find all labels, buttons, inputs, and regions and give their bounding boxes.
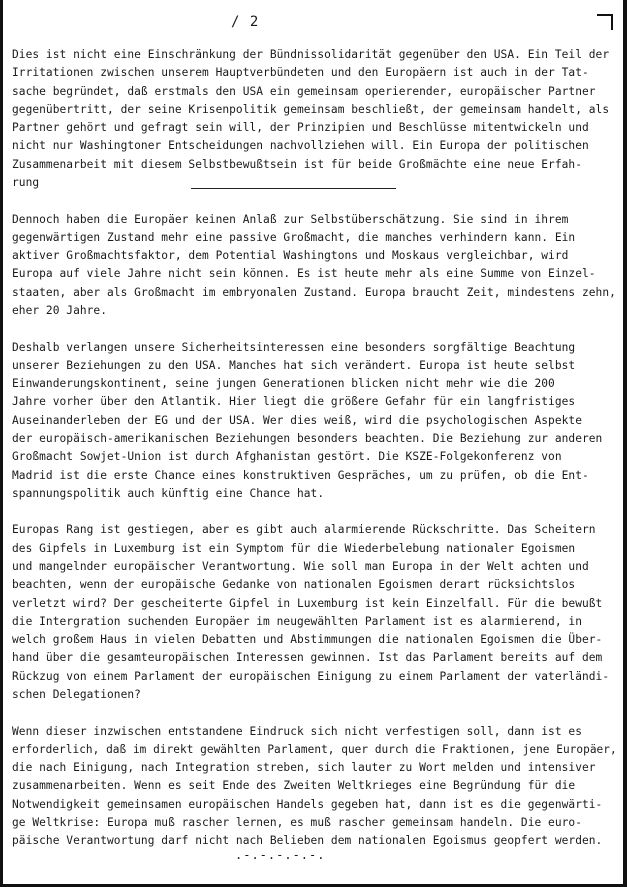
text-line: Großmacht Sowjet-Union ist durch Afghanistan gestört. Die KSZE-Folgekonferenz von (12, 450, 562, 464)
text-line: päische Verantwortung darf nicht nach Belieben dem nationalen Egoismus geopfert werden. (12, 834, 603, 848)
text-line: schen Delegationen? (12, 688, 141, 702)
text-line: sache begründet, daß erstmals den USA ein gemeinsam operierender, europäischer Partner (12, 84, 596, 98)
text-line: Partner gehört und gefragt sein will, der Prinzipien und Beschlüsse mitentwickeln und (12, 121, 589, 135)
text-line: Irritationen zwischen unserem Hauptverbündeten und den Europäern ist auch in der Tat- (12, 66, 589, 80)
document-body (12, 46, 617, 851)
end-mark: .-.-.-.-.-. (235, 848, 326, 862)
text-line: unserer Beziehungen zu den USA. Manches hat sich verändert. Europa ist heute selbst (12, 358, 576, 372)
text-line: rung (12, 176, 40, 190)
text-line: erforderlich, daß im direkt gewählten Parlament, quer durch die Fraktionen, jene Europäer, (12, 742, 617, 756)
text-line: Wenn dieser inzwischen entstandene Eindruck sich nicht verfestigen soll, dann ist es (12, 724, 582, 738)
text-line: gegenübertritt, der seine Krisenpolitik gemeinsam beschließt, der gemeinsam handelt, als (12, 102, 610, 116)
text-line: ge Weltkrise: Europa muß rascher lernen, es muß rascher gemeinsam handeln. Die euro- (12, 816, 582, 830)
text-line: aktiver Großmachtsfaktor, dem Potential Washingtons und Moskaus vergleichbar, wird (12, 249, 569, 263)
text-line: Madrid ist die erste Chance eines konstruktiven Gespräches, um zu prüfen, ob die Ent- (12, 468, 589, 482)
text-line: gegenwärtigen Zustand mehr eine passive Großmacht, die manches verhindern kann. Ein (12, 230, 576, 244)
text-line: beachten, wenn der europäische Gedanke von nationalen Egoismen derart rücksichtslos (12, 578, 576, 592)
text-line: Europa auf viele Jahre nicht sein können. Es ist heute mehr als eine Summe von Einzel- (12, 267, 596, 281)
text-line: Dennoch haben die Europäer keinen Anlaß zur Selbstüberschätzung. Sie sind in ihrem (12, 212, 569, 226)
text-line: Notwendigkeit gemeinsamen europäischen Handels gegeben hat, dann ist es die gegenwärti- (12, 797, 603, 811)
paragraph (12, 339, 617, 504)
text-line: spannungspolitik auch künftig eine Chance hat. (12, 486, 325, 500)
text-line: Deshalb verlangen unsere Sicherheitsinteressen eine besonders sorgfältige Beachtung (12, 340, 576, 354)
page-number: / 2 (231, 14, 260, 30)
text-line: zusammenarbeiten. Wenn es seit Ende des Zweiten Weltkrieges eine Begründung für die (12, 779, 576, 793)
horizontal-rule (191, 188, 396, 189)
paragraph (12, 46, 617, 192)
text-line: die Intergration suchenden Europäer im neugewählten Parlament ist es alarmierend, in (12, 614, 582, 628)
text-line: Dies ist nicht eine Einschränkung der Bündnissolidarität gegenüber den USA. Ein Teil der (12, 48, 610, 61)
corner-mark (597, 14, 613, 30)
text-line: staaten, aber als Großmacht im embryonalen Zustand. Europa braucht Zeit, mindestens zehn, (12, 285, 616, 299)
text-line: Auseinanderleben der EG und der USA. Wer dies weiß, wird die psychologischen Aspekte (12, 413, 582, 427)
text-line: Rückzug von einem Parlament der europäischen Einigung zu einem Parlament der vaterländi- (12, 669, 610, 683)
text-line: der europäisch-amerikanischen Beziehungen besonders beachten. Die Beziehung zur anderen (12, 432, 603, 446)
paragraph (12, 521, 617, 704)
text-line: verletzt wird? Der gescheiterte Gipfel in Luxemburg ist kein Einzelfall. Für die bewußt (12, 596, 603, 610)
text-line: die nach Einigung, nach Integration streben, sich lauter zu Wort melden und intensiver (12, 761, 596, 775)
text-line: und mangelnder europäischer Verantwortung. Wie soll man Europa in der Welt achten und (12, 559, 589, 573)
paragraph (12, 211, 617, 321)
text-line: hand über die gesamteuropäischen Interessen gewinnen. Ist das Parlament bereits auf dem (12, 651, 603, 665)
text-line: eher 20 Jahre. (12, 304, 107, 318)
paragraph (12, 723, 617, 851)
text-line: Jahre vorher über den Atlantik. Hier liegt die größere Gefahr für ein langfristiges (12, 395, 576, 409)
text-line: nicht nur Washingtoner Entscheidungen nachvollziehen will. Ein Europa der politischen (12, 139, 589, 153)
text-line: Einwanderungskontinent, seine jungen Generationen blicken nicht mehr wie die 200 (12, 377, 555, 391)
text-line: des Gipfels in Luxemburg ist ein Symptom für die Wiederbelebung nationaler Egoismen (12, 541, 576, 555)
text-line: Zusammenarbeit mit diesem Selbstbewußtsein ist für beide Großmächte eine neue Erfah- (12, 157, 582, 171)
text-line: Europas Rang ist gestiegen, aber es gibt auch alarmierende Rückschritte. Das Scheitern (12, 523, 596, 537)
text-line: welch großem Haus in vielen Debatten und Abstimmungen die nationalen Egoismen die Über- (12, 633, 603, 647)
